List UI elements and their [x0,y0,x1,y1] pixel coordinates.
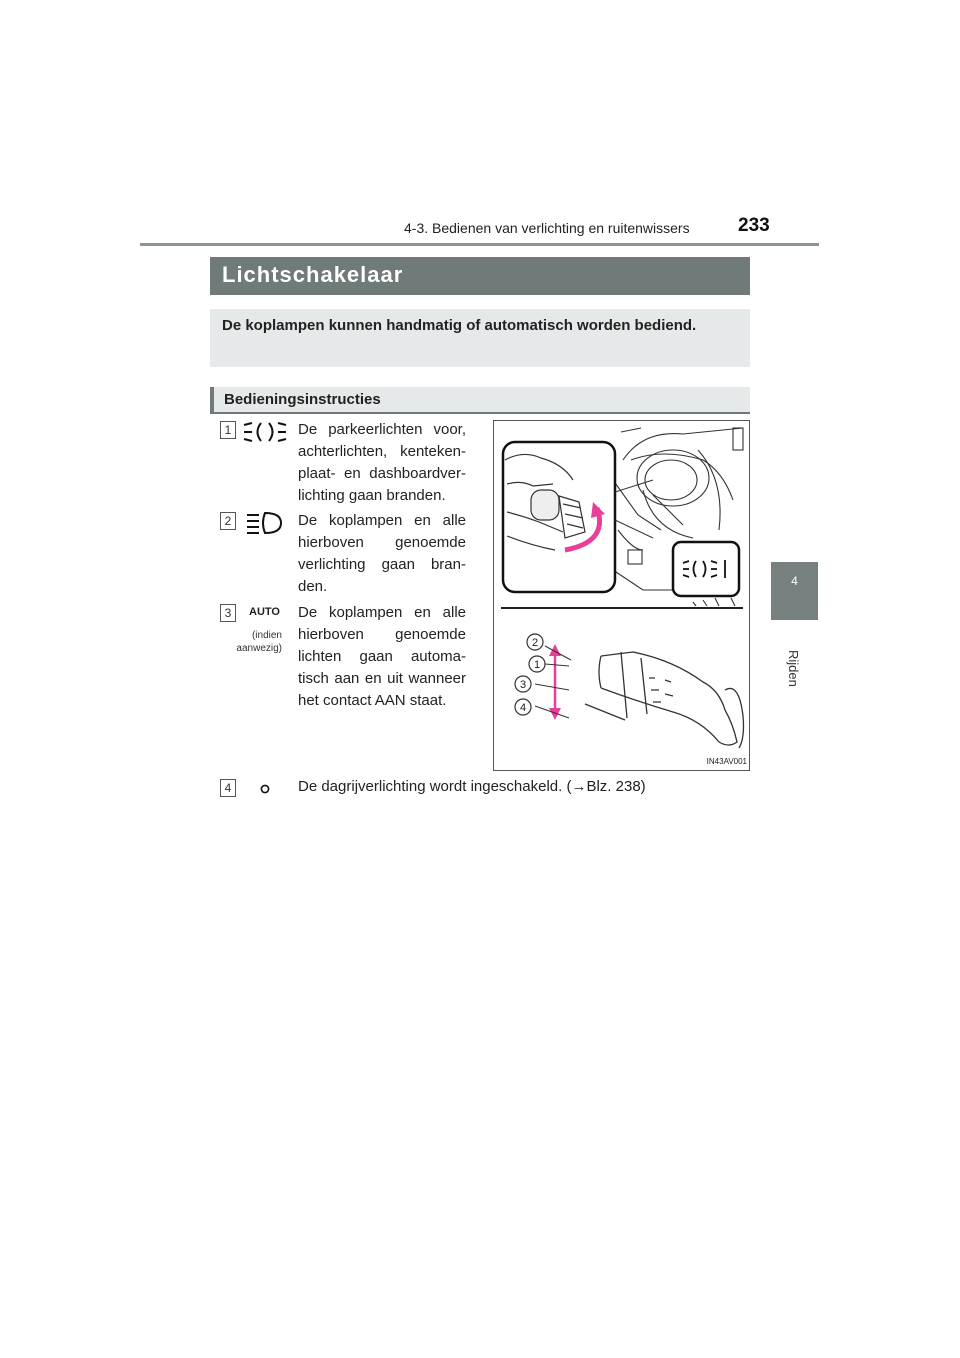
item-2-text: De koplampen en alle hierboven genoemde verlichting gaan bran-den. [298,512,466,595]
item-3-number: 3 [220,604,236,622]
header-divider [140,243,819,246]
callout-3: 3 [519,679,527,691]
page-number: 233 [738,215,770,236]
callout-4: 4 [519,702,527,714]
page-title: Lichtschakelaar [222,262,404,287]
parking-light-icon [242,420,288,444]
illustration-code: IN43AV001 [706,757,747,766]
section-title: 4-3. Bedienen van verlichting en ruitenwissers [404,220,690,236]
intro-text: De koplampen kunnen handmatig of automatisch worden bediend. [222,317,697,334]
subheading-underline [210,412,750,414]
chapter-label-wrap [779,650,809,710]
item-2-number: 2 [220,512,236,530]
item-1-text: De parkeerlichten voor, achterlichten, kenteken-plaat- en dashboardver-lichting gaan branden. [298,421,466,504]
chapter-number: 4 [791,574,798,588]
headlight-icon [245,511,283,535]
subheading: Bedieningsinstructies [224,391,381,408]
subheading-accent [210,387,214,413]
callout-2: 2 [531,637,539,649]
chapter-label: Rijden [786,650,801,687]
item-1-number: 1 [220,421,236,439]
off-circle-icon [259,783,271,795]
item-3-note: (indien aanwezig) [236,630,282,654]
chapter-tab [771,562,818,620]
callout-1: 1 [533,659,541,671]
auto-icon: AUTO [249,606,280,618]
item-3-text: De koplampen en alle hierboven genoemde lichten gaan automa-tisch aan en uit wanneer het contact AAN staat. [298,604,466,709]
light-switch-illustration [493,420,750,771]
item-4-text: De dagrijverlichting wordt ingeschakeld. (→Blz. 238) [298,778,646,795]
item-4-number: 4 [220,779,236,797]
